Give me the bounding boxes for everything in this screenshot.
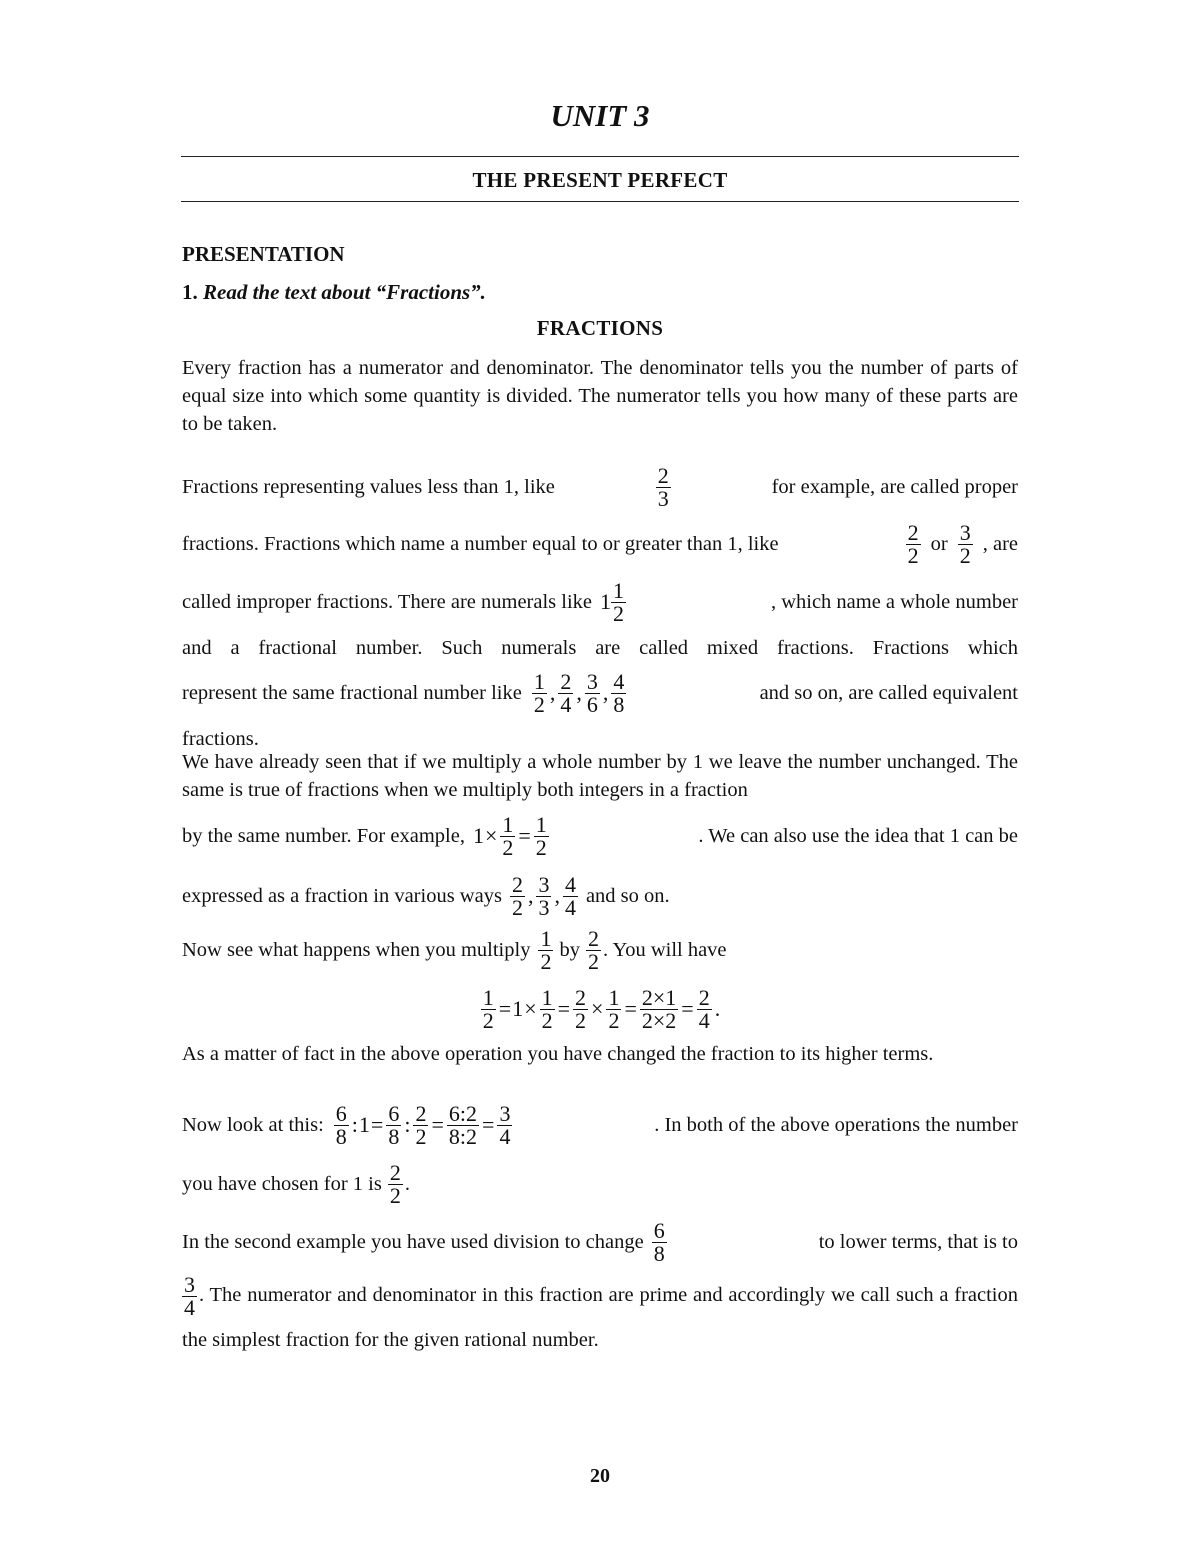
paragraph-6: Now look at this: $\frac{6}{8}$ : 1 = $\frac{6}{8}$ : $\frac{2}{2}$ = $\frac{6:2}{8:2}$ = $\frac{3}{4}$ . In both of the above operations the number you have chosen for 1 is $\frac{2}{2}$ . <box>182 1100 1018 1208</box>
paragraph-5: As a matter of fact in the above operation you have changed the fraction to its higher terms. <box>182 1043 934 1065</box>
para2-line-1: Fractions representing values less than 1, like $\frac{2}{3}$ for example, are called proper <box>182 462 1018 511</box>
heading-text: PRESENTATION <box>182 242 345 266</box>
task-instruction <box>182 280 1018 305</box>
task-text: Read the text about “Fractions”. <box>203 280 486 304</box>
equation: $\frac{1}{2}$ = 1 × $\frac{1}{2}$ = $\frac{2}{2}$ × $\frac{1}{2}$ = $\frac{2\times 1}{2\times 2}$ = $\frac{2}{4}$ . <box>482 984 721 1033</box>
paragraph-2 <box>182 462 1018 753</box>
fraction: $\frac{2}{2}$ <box>907 519 919 568</box>
fraction: $\frac{2}{3}$ <box>657 462 669 511</box>
para2-line-2: fractions. Fractions which name a number equal to or greater than 1, like $\frac{2}{2}$ or $\frac{3}{2}$ , are <box>182 519 1018 568</box>
fraction: $\frac{3}{2}$ <box>959 519 971 568</box>
top-rule <box>181 156 1019 157</box>
para3-line-3: by the same number. For example, 1 × $\frac{1}{2}$ = $\frac{1}{2}$ . We can also use the idea that 1 can be <box>182 811 1018 860</box>
unit-title: UNIT 3 <box>550 98 650 133</box>
para2-line-6: fractions. <box>182 728 259 750</box>
para2-line-5: represent the same fractional number like $\frac{1}{2}$ , $\frac{2}{4}$ , $\frac{3}{6}$ , $\frac{4}{8}$ and so on, are called equivalent <box>182 668 1018 717</box>
page-number: 20 <box>590 1465 610 1487</box>
bottom-rule <box>181 201 1019 202</box>
para2-line-4: and a fractional number. Such numerals are called mixed fractions. Fractions which <box>182 637 1018 659</box>
paragraph-3: We have already seen that if we multiply a whole number by 1 we leave the number unchanged. The same is true of fractions when we multiply both integers in a fraction by the same number. For example, 1 × $\frac{1}{2}$ = $\frac{1}{2}$ . We can also use the idea that 1 can be expressed as a fraction in various ways $\frac{2}{2}$ , $\frac{3}{3}$ , $\frac{4}{4}$ and so on. <box>182 748 1018 924</box>
text-heading: FRACTIONS <box>536 316 664 340</box>
para3-line-4: expressed as a fraction in various ways $\frac{2}{2}$ , $\frac{3}{3}$ , $\frac{4}{4}$ and so on. <box>182 871 670 920</box>
para2-line-3: called improper fractions. There are numerals like 1 $\frac{1}{2}$ , which name a whole number <box>182 577 1018 626</box>
paragraph-4: Now see what happens when you multiply $\frac{1}{2}$ by $\frac{2}{2}$ . You will have $\frac{1}{2}$ = 1 × $\frac{1}{2}$ = $\frac{2}{2}$ × $\frac{1}{2}$ = $\frac{2\times 1}{2\times 2}$ = $\frac{2}{4}$ . <box>182 922 1018 1038</box>
presentation-heading <box>182 242 1018 267</box>
mixed-fraction: $\frac{1}{2}$ <box>613 577 625 626</box>
task-number: 1. <box>182 280 198 304</box>
paragraph-7: In the second example you have used division to change $\frac{6}{8}$ to lower terms, that is to $\frac{3}{4}$ . The numerator and denominator in this fraction are prime and accordingly we call such a fraction the simplest fraction for the given rational number. <box>182 1217 1018 1351</box>
section-subtitle: THE PRESENT PERFECT <box>472 168 728 192</box>
paragraph-1: Every fraction has a numerator and denominator. The denominator tells you the number of parts of equal size into which some quantity is divided. The numerator tells you how many of these parts are to be taken. <box>182 357 1018 435</box>
